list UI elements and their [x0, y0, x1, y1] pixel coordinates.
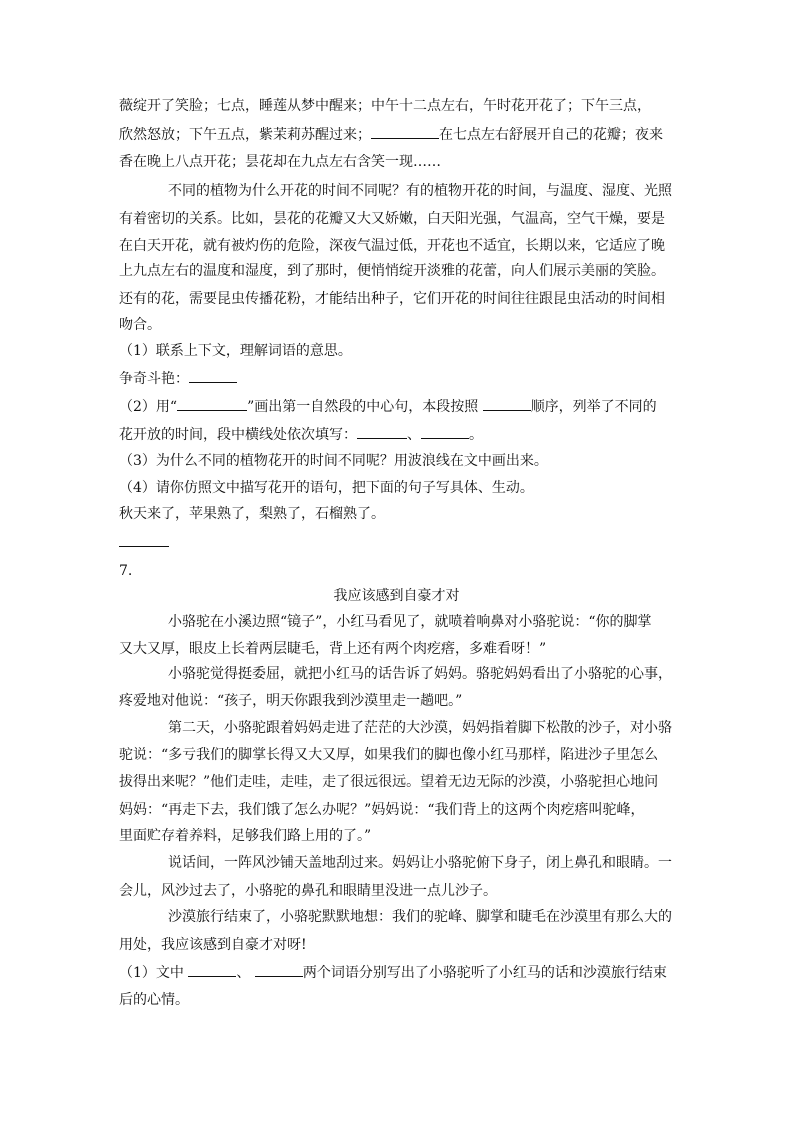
answer-blank[interactable] — [177, 396, 247, 411]
s7-p3-line-5: 里面贮存着养料，足够我们路上用的了。” — [119, 828, 372, 844]
s7-p4-line-2: 会儿，风沙过去了，小骆驼的鼻孔和眼睛里没进一点儿沙子。 — [119, 883, 497, 899]
s7-p3-line-4: 妈妈：“再走下去，我们饿了怎么办呢？”妈妈说：“我们背上的这两个肉疙瘩叫驼峰， — [119, 802, 645, 818]
p1-line-3: 香在晚上八点开花；昙花却在九点左右含笑一现…… — [119, 154, 441, 170]
s7-p3-line-2: 驼说：“多亏我们的脚掌长得又大又厚，如果我们的脚也像小红马那样，陷进沙子里怎么 — [119, 747, 659, 763]
p2-line-4: 上九点左右的温度和湿度，到了那时，便悄悄绽开淡雅的花蕾，向人们展示美丽的笑脸。 — [119, 263, 665, 279]
answer-line[interactable] — [119, 546, 169, 547]
s7-p5-line-2: 用处，我应该感到自豪才对呀! — [119, 937, 307, 953]
question-2-cont: 花开放的时间，段中横线处依次填写： 、 。 — [119, 424, 483, 445]
answer-blank[interactable] — [357, 424, 407, 439]
question-4: （4）请你仿照文中描写花开的语句，把下面的句子写具体、生动。 — [119, 480, 534, 496]
p2-line-2: 有着密切的关系。比如，昙花的花瓣又大又娇嫩，白天阳光强，气温高，空气干燥，要是 — [119, 211, 665, 227]
answer-blank[interactable] — [255, 962, 303, 977]
passage-title: 我应该感到自豪才对 — [333, 588, 460, 604]
s7-p1-line-2: 又大又厚，眼皮上长着两层睫毛，背上还有两个肉疙瘩，多难看呀！” — [119, 641, 547, 657]
answer-blank[interactable] — [421, 424, 469, 439]
s7-question-1-cont: 后的心情。 — [119, 992, 189, 1008]
s7-p5-line-1: 沙漠旅行结束了，小骆驼默默地想：我们的驼峰、脚掌和睫毛在沙漠里有那么大的 — [168, 909, 672, 925]
s7-p3-line-3: 拔得出来呢？”他们走哇，走哇，走了很远很远。望着无边无际的沙漠，小骆驼担心地问 — [119, 774, 659, 790]
answer-blank[interactable] — [188, 962, 236, 977]
answer-blank[interactable] — [483, 396, 531, 411]
s7-p2-line-1: 小骆驼觉得挺委屈，就把小红马的话告诉了妈妈。骆驼妈妈看出了小骆驼的心事， — [168, 666, 672, 682]
answer-blank[interactable] — [189, 368, 237, 383]
question-1-term: 争奇斗艳： — [119, 368, 237, 389]
s7-p1-line-1: 小骆驼在小溪边照“镜子”，小红马看见了，就喷着响鼻对小骆驼说：“你的脚掌 — [168, 614, 652, 630]
question-4-sentence: 秋天来了，苹果熟了，梨熟了，石榴熟了。 — [119, 506, 385, 522]
p2-line-3: 在白天开花，就有被灼伤的危险，深夜气温过低，开花也不适宜，长期以来，它适应了晚 — [119, 238, 665, 254]
s7-p4-line-1: 说话间，一阵风沙铺天盖地刮过来。妈妈让小骆驼俯下身子，闭上鼻孔和眼睛。一 — [168, 855, 672, 871]
blank-line[interactable] — [371, 124, 439, 139]
question-number: 7. — [119, 563, 133, 579]
question-2: （2）用“ ”画出第一自然段的中心句，本段按照 顺序，列举了不同的 — [119, 396, 657, 417]
p1-line-1: 薇绽开了笑脸；七点，睡莲从梦中醒来；中午十二点左右，午时花开花了；下午三点， — [119, 98, 651, 114]
p2-line-6: 吻合。 — [119, 317, 161, 333]
p1-line-2: 欣然怒放；下午五点，紫茉莉苏醒过来； 在七点左右舒展开自己的花瓣；夜来 — [119, 124, 663, 145]
s7-p2-line-2: 疼爱地对他说：“孩子，明天你跟我到沙漠里走一趟吧。” — [119, 693, 463, 709]
s7-p3-line-1: 第二天，小骆驼跟着妈妈走进了茫茫的大沙漠，妈妈指着脚下松散的沙子，对小骆 — [168, 720, 672, 736]
p2-line-5: 还有的花，需要昆虫传播花粉，才能结出种子，它们开花的时间往往跟昆虫活动的时间相 — [119, 291, 665, 307]
question-1: （1）联系上下文，理解词语的意思。 — [119, 343, 352, 359]
s7-question-1: （1）文中 、 两个词语分别写出了小骆驼听了小红马的话和沙漠旅行结束 — [119, 962, 667, 983]
p2-line-1: 不同的植物为什么开花的时间不同呢？有的植物开花的时间，与温度、湿度、光照 — [168, 183, 672, 199]
question-3: （3）为什么不同的植物花开的时间不同呢？用波浪线在文中画出来。 — [119, 453, 548, 469]
